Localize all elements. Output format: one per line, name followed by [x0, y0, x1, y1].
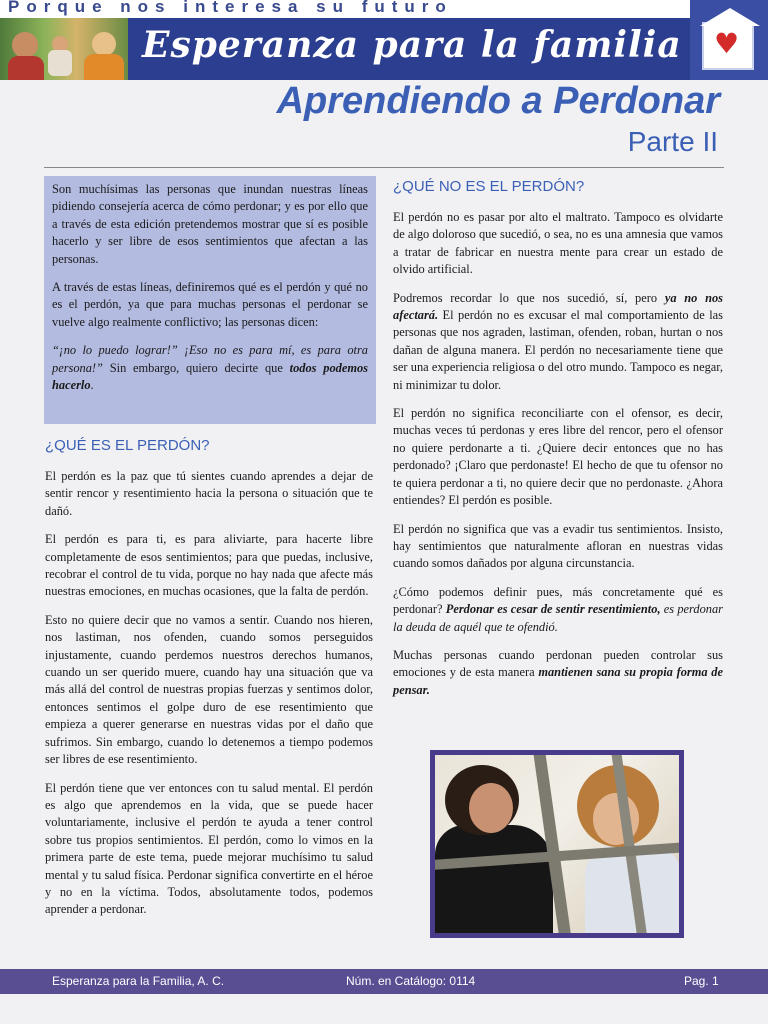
- emphasis-text: Perdonar es cesar de sentir resentimiento,: [445, 602, 661, 617]
- article-photo: [430, 750, 684, 938]
- title-divider: [44, 167, 724, 168]
- paragraph: El perdón no significa que vas a evadir tus sentimientos. Insisto, hay sentimientos que naturalmente afloran en nuestras vidas cuando somos dañados por alguna circunstancia.: [393, 521, 723, 571]
- emphasis-text: todos podemos hacerlo: [52, 360, 368, 393]
- family-photo: [0, 18, 128, 80]
- paragraph: Esto no quiere decir que no vamos a sentir. Cuando nos hieren, nos lastiman, nos ofenden, cuando somos perseguidos injustamente, cuando perdemos nuestros derechos humanos, cuando un ser querido muere, cuando hay una situación que va más allá del control de nuestras propias fuerzas y sentimos dolor, entonces sentimos el golpe duro de ese resentimiento que empieza a querer generarse en nuestras vidas por el daño que sufrimos. Sin embargo, cuando lo detenemos a tiempo podemos ser libres de ese resentimiento.: [45, 612, 373, 767]
- paragraph: ¿Cómo podemos definir pues, más concretamente qué es perdonar? Perdonar es cesar de sentir resentimiento, es perdonar la deuda de aquél que te ofendió.: [393, 584, 723, 634]
- intro-paragraph: Son muchísimas las personas que inundan nuestras líneas pidiendo consejería acerca de cómo perdonar; y es por ello que a través de esta edición pretendemos mostrar que sí es posible hacerlo y ser libre de esos sentimientos que afectan a las personas.: [52, 182, 368, 266]
- page-title: Aprendiendo a Perdonar: [276, 80, 720, 122]
- intro-text: [52, 181, 368, 405]
- tagline-bar: [0, 0, 768, 18]
- paragraph: El perdón es la paz que tú sientes cuando aprendes a dejar de sentir rencor y resentimiento hacia la persona o situación que te dañó.: [45, 469, 373, 518]
- intro-paragraph: A través de estas líneas, definiremos qué es el perdón y qué no es el perdón, ya que para muchas personas el perdonar se vuelve algo realmente conflictivo; las personas dicen:: [52, 280, 368, 329]
- footer-organization: Esperanza para la Familia, A. C.: [52, 974, 225, 988]
- paragraph: El perdón no es pasar por alto el maltrato. Tampoco es olvidarte de algo doloroso que sucedió, o sea, no es una amnesia que vamos a tratar de fabricar en nuestra mente para crear un estado de olvido artificial.: [393, 210, 723, 277]
- banner-title: Esperanza para la familia: [142, 24, 682, 66]
- footer-catalog-number: Núm. en Catálogo: 0114: [346, 974, 476, 988]
- left-column: [45, 468, 373, 930]
- intro-paragraph: “¡no lo puedo lograr!” ¡Eso no es para mí, es para otra persona!” Sin embargo, quiero decirte que todos podemos hacerlo.: [52, 343, 368, 393]
- heart-icon: ♥: [714, 27, 740, 60]
- paragraph: El perdón tiene que ver entonces con tu salud mental. El perdón es algo que aprendemos en la vida, que se puede hacer voluntariamente, inclusive el perdón te ayuda a tener control sobre tus propios sentimientos. El perdón, como lo vimos en la primera parte de este tema, puede mejorar muchísimo tu salud mental y tu salud física. Perdonar significa convertirte en el héroe y no en la víctima. Todos, absolutamente todos, podemos aprender a perdonar.: [45, 780, 373, 917]
- quote-text: “¡no lo puedo lograr!” ¡Eso no es para mí, es para otra persona!”: [52, 343, 368, 375]
- paragraph: El perdón no significa reconciliarte con el ofensor, es decir, muchas veces tú perdonas y eres libre del rencor, pero el ofensor no quiere perdonarte a ti. ¿Quiere decir entonces que no has perdonado? ¡Claro que perdonaste! El hecho de que tu ofensor no te quiera perdonar a ti, no quiere decir que no perdonaste. ¿Ahora entiendes? El perdón es posible.: [393, 406, 723, 508]
- page-subtitle: Parte II: [627, 126, 718, 157]
- footer-bar: [0, 969, 768, 994]
- emphasis-text: ya no nos afectará.: [393, 290, 723, 323]
- paragraph: Muchas personas cuando perdonan pueden controlar sus emociones y de esta manera mantienen sana su propia forma de pensar.: [393, 647, 723, 697]
- paragraph: Podremos recordar lo que nos sucedió, sí, pero ya no nos afectará. El perdón no es excusar el mal comportamiento de las personas que nos agraden, lastiman, ofenden, roban, hurtan o nos dañan de alguna manera. El perdón no necesariamente tiene que ser una experiencia religiosa o del otro mundo. Tampoco es negar, ni minimizar tu dolor.: [393, 290, 723, 392]
- paragraph: El perdón es para ti, es para aliviarte, para hacerte libre completamente de esos sentimientos; para que puedas, inclusive, recobrar el control de tu vida, porque no hay nada que afecte más nuestras emociones, en muchas ocasiones, que la falta de perdón.: [45, 532, 373, 599]
- section-heading-left: ¿QUÉ ES EL PERDÓN?: [45, 437, 210, 454]
- right-column: [393, 209, 723, 710]
- footer-page-number: Pag. 1: [684, 974, 719, 988]
- emphasis-text: mantienen sana su propia forma de pensar.: [393, 665, 723, 697]
- house-logo-icon: [702, 22, 754, 70]
- section-heading-right: ¿QUÉ NO ES EL PERDÓN?: [393, 178, 585, 195]
- tagline: Porque nos interesa su futuro: [8, 0, 453, 16]
- header-banner: [0, 0, 768, 80]
